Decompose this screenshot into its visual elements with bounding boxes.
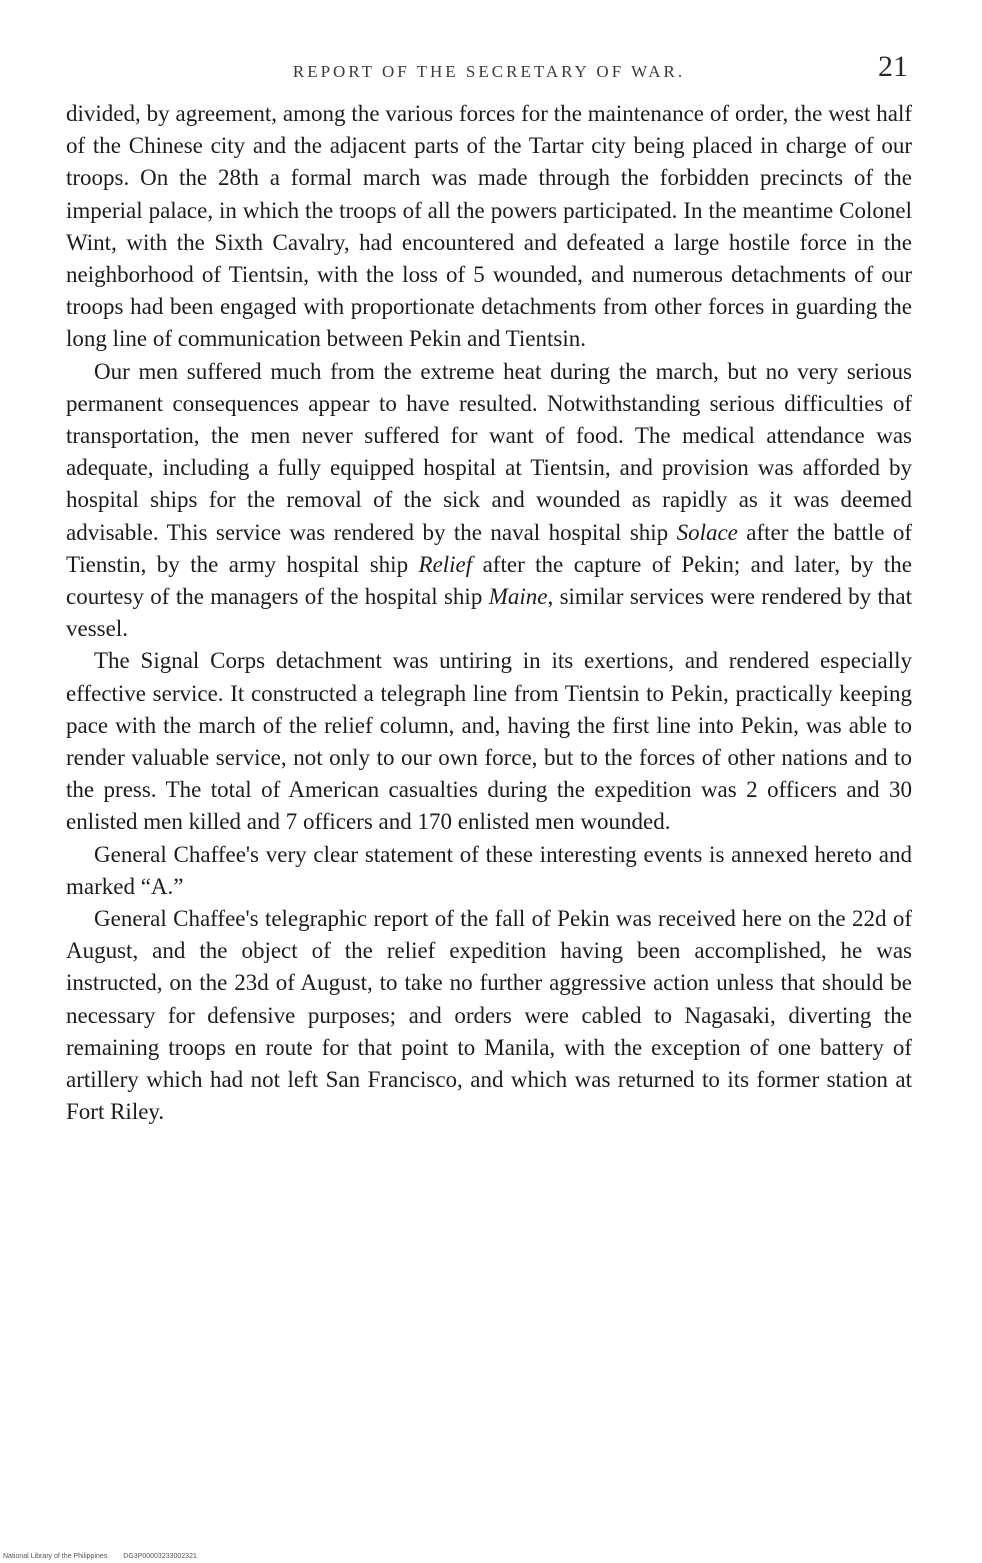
paragraph-2-text-a: Our men suffered much from the extreme heat during the march, but no very serious permanent consequences appear to have resulted. Notwithstanding serious difficulties of transportation, the men never suffered for want of food. The medical attendance was adequate, including a fully equipped hospital at Tientsin, and provision was afforded by hospital ships for the removal of the sick and wounded as rapidly as it was deemed advisable. This service was rendered by the naval hospital ship bbox=[66, 358, 912, 545]
ship-name-maine: Maine bbox=[488, 584, 548, 610]
paragraph-1: divided, by agreement, among the various forces for the maintenance of order, the west half of the Chinese city and the adjacent parts of the Tartar city being placed in charge of our troops. On the 28th a formal march was made through the forbidden precincts of the imperial palace, in which the troops of all the powers participated. In the meantime Colonel Wint, with the Sixth Cavalry, had encountered and defeated a large hostile force in the neighborhood of Tientsin, with the loss of 5 wounded, and numerous detachments of our troops had been engaged with proportionate detachments from other forces in guarding the long line of communication between Pekin and Tientsin. bbox=[66, 101, 912, 352]
paragraph-2-text-b: after the battle of Tienstin, by the army hospital ship bbox=[66, 519, 912, 577]
paragraph-2-text-d: , similar services were rendered by that vessel. bbox=[66, 584, 912, 642]
page-number: 21 bbox=[878, 50, 908, 83]
footer-library: National Library of the Philippines bbox=[3, 1553, 108, 1560]
footer-code: DG3P00003233002321 bbox=[123, 1553, 197, 1560]
scan-footer bbox=[3, 1553, 197, 1560]
paragraph-2 bbox=[66, 356, 912, 646]
paragraph-5: General Chaffee's telegraphic report of the fall of Pekin was received here on the 22d of August, and the object of the relief expedition having been accomplished, he was instructed, on the 23d of August, to take no further aggressive action unless that should be necessary for defensive purposes; and orders were cabled to Nagasaki, diverting the remaining troops en route for that point to Manila, with the exception of one battery of artillery which had not left San Francisco, and which was returned to its former station at Fort Riley. bbox=[66, 906, 912, 1125]
body-text bbox=[66, 98, 912, 1129]
paragraph-4: General Chaffee's very clear statement of these interesting events is annexed hereto and marked “A.” bbox=[66, 841, 912, 899]
paragraph-3: The Signal Corps detachment was untiring in its exertions, and rendered especially effective service. It constructed a telegraph line from Tientsin to Pekin, practically keeping pace with the march of the relief column, and, having the first line into Pekin, was able to render valuable service, not only to our own force, but to the forces of other nations and to the press. The total of American casualties during the expedition was 2 officers and 30 enlisted men killed and 7 officers and 170 enlisted men wounded. bbox=[66, 648, 912, 835]
running-title: REPORT OF THE SECRETARY OF WAR. bbox=[292, 62, 686, 81]
ship-name-relief: Relief bbox=[418, 551, 473, 577]
paragraph-2-text-c: after the capture of Pekin; and later, by the courtesy of the managers of the hospital ship bbox=[66, 551, 912, 610]
ship-name-solace: Solace bbox=[676, 519, 738, 545]
running-head bbox=[66, 50, 912, 90]
